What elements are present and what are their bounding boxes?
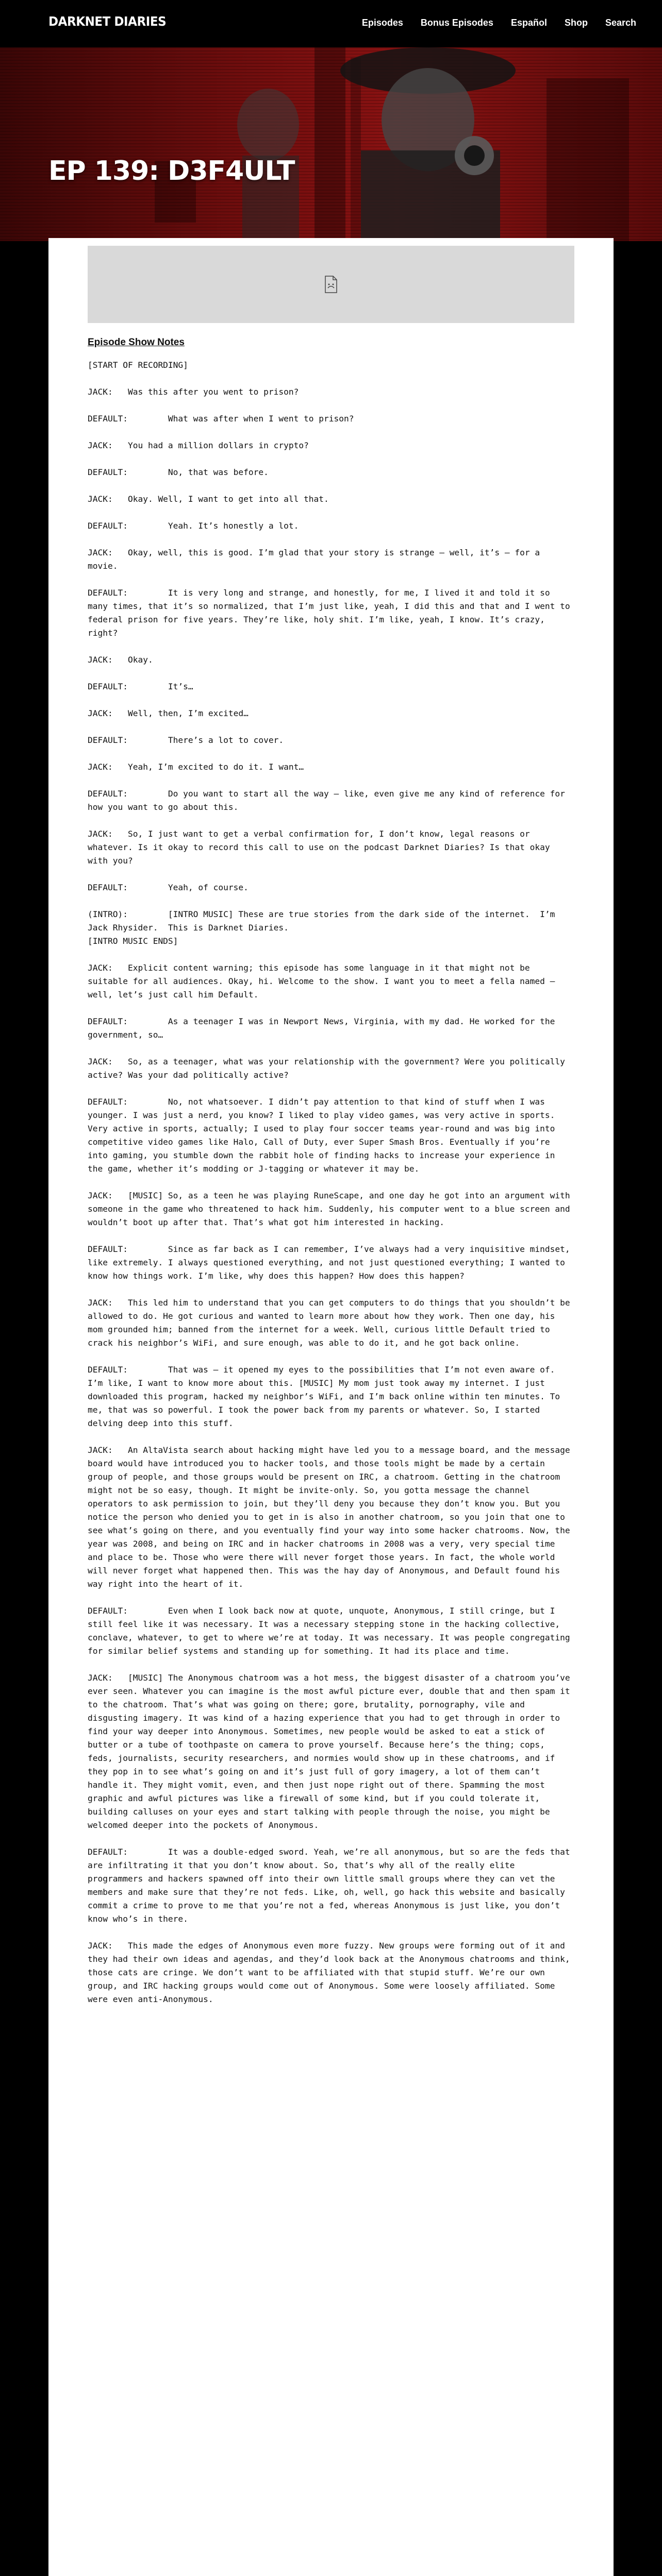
transcript-paragraph: DEFAULT: There’s a lot to cover. bbox=[88, 735, 284, 745]
nav-episodes[interactable]: Episodes bbox=[361, 18, 403, 28]
top-nav-bar bbox=[0, 0, 662, 47]
transcript-paragraph: JACK: You had a million dollars in crypto? bbox=[88, 440, 309, 450]
transcript-paragraph: JACK: An AltaVista search about hacking might have led you to a message board, and the message board would have introduced you to hacker tools, and those tools might be made by a certain group of people, and those groups would be present on IRC, a chatroom. Getting in the chatroom might not be so easy, though. It might be invite-only. So, you gotta message the channel operators to ask permission to join, but they’ll deny you because they don’t know you. But you notice the person who denied you to get in is also in another chatroom, so you join that one to see what’s going on there, and you eventually find your way into some hacker chatrooms. Now, the year was 2008, and being on IRC and in hacker chatrooms in 2008 was a very, very special time and place to be. Those who were there will never forget those years. In fact, the whole world will never forget what happened then. This was the hay day of Anonymous, and Default found his way right into the heart of it. bbox=[88, 1445, 575, 1589]
hero-artwork bbox=[0, 47, 662, 241]
transcript-paragraph: JACK: So, I just want to get a verbal confirmation for, I don’t know, legal reasons or whatever. Is it okay to record this call to use on the podcast Darknet Diaries? Is that okay with you? bbox=[88, 829, 555, 866]
transcript-paragraph: JACK: Well, then, I’m excited… bbox=[88, 708, 249, 718]
episode-title: EP 139: D3F4ULT bbox=[48, 156, 295, 187]
transcript-paragraph: JACK: This made the edges of Anonymous even more fuzzy. New groups were forming out of it and they had their own ideas and agendas, and they’d look back at the Anonymous chatrooms and think, those cats are cringe. We don’t want to be affiliated with that stupid stuff. We’re our own group, and IRC hacking groups would come out of Anonymous. Some were loosely affiliated. Some were even anti-Anonymous. bbox=[88, 1941, 575, 2004]
nav-espanol[interactable]: Español bbox=[510, 18, 547, 28]
episode-content-panel bbox=[48, 238, 614, 2576]
transcript-paragraph: DEFAULT: Yeah. It’s honestly a lot. bbox=[88, 521, 299, 531]
transcript-paragraph: DEFAULT: It’s… bbox=[88, 682, 193, 691]
transcript-paragraph: DEFAULT: That was – it opened my eyes to the possibilities that I’m not even aware of. I’m like, I want to know more about this. [MUSIC] My mom just took away my internet. I just downloaded this program, hacked my neighbor’s WiFi, and I’m back online within ten minutes. To me, that was so powerful. I took the power back from my parents or whatever. So, I started delving deep into this stuff. bbox=[88, 1365, 565, 1428]
nav-search[interactable]: Search bbox=[605, 18, 636, 28]
transcript-paragraph: [START OF RECORDING] bbox=[88, 360, 188, 370]
transcript-paragraph: JACK: [MUSIC] So, as a teen he was playing RuneScape, and one day he got into an argument with someone in the game who threatened to hack him. Suddenly, his computer went to a blue screen and wouldn’t boot up after that. That’s what got him interested in hacking. bbox=[88, 1191, 575, 1227]
transcript-paragraph: JACK: Explicit content warning; this episode has some language in it that might not be suitable for all audiences. Okay, hi. Welcome to the show. I want you to meet a fella named – well, let’s just call him Default. bbox=[88, 963, 560, 999]
transcript-paragraph: JACK: [MUSIC] The Anonymous chatroom was a hot mess, the biggest disaster of a chatroom you’ve ever seen. Whatever you can imagine is the most awful picture ever, double that and then spam it to the chatroom. That’s what was going on there; gore, brutality, pornography, vile and disgusting imagery. It was kind of a hazing experience that you had to get through in order to find your way deeper into Anonymous. Sometimes, new people would be asked to eat a stick of butter or a tube of toothpaste on camera to prove yourself. Because here’s the thing; cops, feds, journalists, security researchers, and normies would show up in these chatrooms, and if they pop in to see what’s going on and it’s just full of gory imagery, a lot of them can’t handle it. They might vomit, even, and then just nope right out of there. Spamming the most graphic and awful pictures was like a firewall of some kind, but if you could tolerate it, building calluses on your eyes and start talking with people through the noise, you might be welcomed deeper into the pockets of Anonymous. bbox=[88, 1673, 575, 1830]
audio-player-embed[interactable] bbox=[88, 246, 574, 323]
transcript-paragraph: DEFAULT: No, not whatsoever. I didn’t pay attention to that kind of stuff when I was younger. I was just a nerd, you know? I liked to play video games, was very active in sports. Very active in sports, actually; I used to play four soccer teams year-round and was big into competitive video games like Halo, Call of Duty, ever Super Smash Bros. Eventually if you’re into gaming, you stumble down the rabbit hole of finding hacks to increase your experience in the game, whether it’s modding or J-tagging or whatever it may be. bbox=[88, 1097, 560, 1174]
nav-shop[interactable]: Shop bbox=[564, 18, 588, 28]
transcript-paragraph: DEFAULT: Yeah, of course. bbox=[88, 883, 249, 892]
nav-bonus-episodes[interactable]: Bonus Episodes bbox=[420, 18, 493, 28]
transcript bbox=[88, 336, 574, 2020]
show-notes-link[interactable]: Episode Show Notes bbox=[88, 337, 185, 348]
transcript-paragraph: DEFAULT: Since as far back as I can remember, I’ve always had a very inquisitive mindset, like extremely. I always questioned everything, and not just questioned everything; I wanted to know how things work. I’m like, why does this happen? How does this happen? bbox=[88, 1244, 575, 1281]
transcript-paragraph: JACK: Okay, well, this is good. I’m glad that your story is strange – well, it’s – for a movie. bbox=[88, 548, 545, 571]
transcript-paragraph: DEFAULT: It is very long and strange, and honestly, for me, I lived it and told it so many times, that it’s so normalized, that I’m just like, yeah, I did this and that and I went to federal prison for five years. They’re like, holy shit. I’m like, yeah, I know. It’s crazy, right? bbox=[88, 588, 575, 638]
transcript-paragraph: JACK: Was this after you went to prison? bbox=[88, 387, 299, 397]
transcript-paragraph: DEFAULT: As a teenager I was in Newport News, Virginia, with my dad. He worked for the government, so… bbox=[88, 1016, 560, 1040]
transcript-paragraph: JACK: So, as a teenager, what was your relationship with the government? Were you politically active? Was your dad politically active? bbox=[88, 1057, 570, 1080]
site-logo[interactable]: DARKNET DIARIES bbox=[48, 14, 167, 29]
transcript-paragraph: (INTRO): [INTRO MUSIC] These are true stories from the dark side of the internet. I’m Jack Rhysider. This is Darknet Diaries. [INTRO MUSIC ENDS] bbox=[88, 909, 555, 946]
transcript-body bbox=[88, 359, 574, 2006]
transcript-paragraph: JACK: Okay. bbox=[88, 655, 153, 665]
transcript-paragraph: DEFAULT: Do you want to start all the way – like, even give me any kind of reference for how you want to go about this. bbox=[88, 789, 570, 812]
file-icon bbox=[324, 276, 338, 293]
transcript-paragraph: DEFAULT: It was a double-edged sword. Yeah, we’re all anonymous, but so are the feds that are infiltrating it that you don’t know about. So, that’s why all of the really elite programmers and hackers spawned off into their own little small groups where they can vet the members and make sure that they’re not feds. Like, oh, well, go hack this website and basically commit a crime to prove to me that you’re not a fed, whereas Anonymous is just like, you don’t know who’s in there. bbox=[88, 1847, 575, 1924]
transcript-paragraph: DEFAULT: No, that was before. bbox=[88, 467, 269, 477]
transcript-paragraph: DEFAULT: Even when I look back now at quote, unquote, Anonymous, I still cringe, but I still feel like it was necessary. It was a necessary stepping stone in the hacking collective, conclave, whatever, to get to where we’re at today. It was necessary. It was people congregating for similar belief systems and standing up for something. It had its place and time. bbox=[88, 1606, 575, 1656]
main-nav bbox=[362, 18, 636, 28]
episode-hero-banner bbox=[0, 47, 662, 241]
transcript-paragraph: JACK: This led him to understand that you can get computers to do things that you shouldn’t be allowed to do. He got curious and wanted to learn more about how they work. Then one day, his mom grounded him; banned from the internet for a week. Well, curious little Default tried to crack his neighbor’s WiFi, and sure enough, was able to do it, and he got back online. bbox=[88, 1298, 575, 1348]
transcript-paragraph: JACK: Okay. Well, I want to get into all that. bbox=[88, 494, 329, 504]
transcript-paragraph: DEFAULT: What was after when I went to prison? bbox=[88, 414, 354, 423]
transcript-paragraph: JACK: Yeah, I’m excited to do it. I want… bbox=[88, 762, 304, 772]
